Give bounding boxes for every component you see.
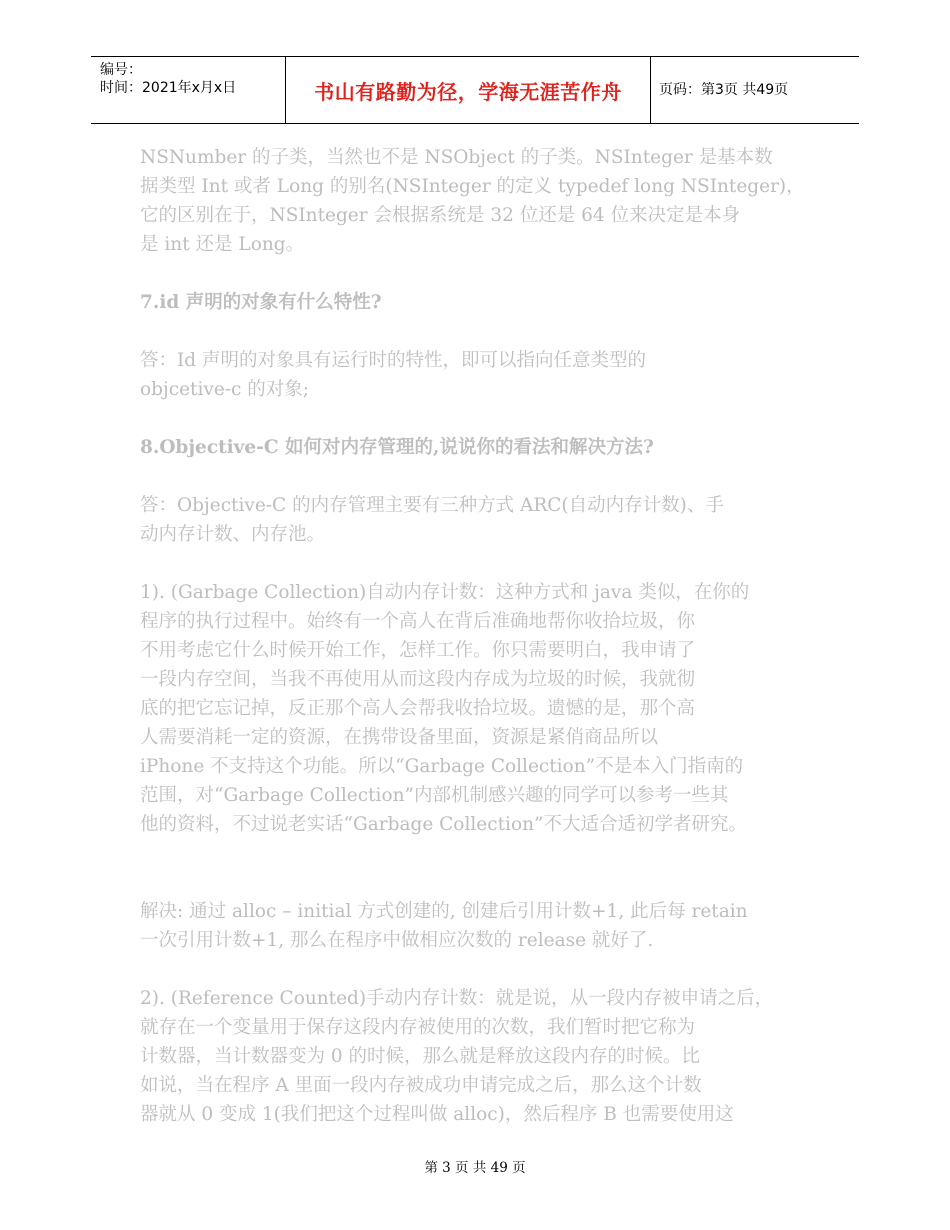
header-right-cell	[651, 57, 859, 123]
text-line: 器就从 0 变成 1(我们把这个过程叫做 alloc)，然后程序 B 也需要使用这	[140, 1104, 734, 1125]
paragraph-nsinteger	[140, 143, 830, 259]
text-line: 解决: 通过 alloc – initial 方式创建的, 创建后引用计数+1, 此后每 retain	[140, 901, 748, 922]
text-line: 一次引用计数+1, 那么在程序中做相应次数的 release 就好了.	[140, 930, 654, 951]
text-line: 他的资料，不过说老实话“Garbage Collection”不大适合适初学者研究。	[140, 814, 747, 835]
answer-7	[140, 346, 830, 404]
text-line: NSNumber 的子类，当然也不是 NSObject 的子类。NSInteger 是基本数	[140, 147, 773, 168]
text-line: 2). (Reference Counted)手动内存计数：就是说，从一段内存被申请之后，	[140, 988, 774, 1009]
page-footer: 第 3 页 共 49 页	[424, 1160, 526, 1176]
text-line: 答：Id 声明的对象具有运行时的特性，即可以指向任意类型的	[140, 350, 647, 371]
number-label: 编号：	[100, 62, 142, 78]
motto: 书山有路勤为径，学海无涯苦作舟	[314, 79, 622, 104]
page-header	[91, 56, 859, 124]
text-line: iPhone 不支持这个功能。所以“Garbage Collection”不是本入门指南的	[140, 756, 744, 777]
question-7-heading: 7.id 声明的对象有什么特性?	[140, 292, 382, 313]
document-body	[140, 143, 830, 1129]
question-8-heading: 8.Objective-C 如何对内存管理的,说说你的看法和解决方法?	[140, 437, 654, 458]
text-line: 不用考虑它什么时候开始工作，怎样工作。你只需要明白，我申请了	[140, 640, 696, 661]
header-left-cell	[91, 57, 286, 123]
answer-8	[140, 491, 830, 549]
text-line: 程序的执行过程中。始终有一个高人在背后准确地帮你收拾垃圾，你	[140, 611, 696, 632]
text-line: 动内存计数、内存池。	[140, 524, 326, 545]
text-line: objcetive-c 的对象;	[140, 379, 310, 400]
text-line: 答：Objective-C 的内存管理主要有三种方式 ARC(自动内存计数)、手	[140, 495, 724, 516]
text-line: 就存在一个变量用于保存这段内存被使用的次数，我们暂时把它称为	[140, 1017, 696, 1038]
text-line: 是 int 还是 Long。	[140, 234, 305, 255]
time-label: 时间：2021年x月x日	[100, 80, 237, 96]
text-line: 如说，当在程序 A 里面一段内存被成功申请完成之后，那么这个计数	[140, 1075, 702, 1096]
page-info: 页码：第3页 共49页	[659, 82, 789, 98]
text-line: 一段内存空间，当我不再使用从而这段内存成为垃圾的时候，我就彻	[140, 669, 696, 690]
text-line: 范围，对“Garbage Collection”内部机制感兴趣的同学可以参考一些其	[140, 785, 729, 806]
text-line: 它的区别在于，NSInteger 会根据系统是 32 位还是 64 位来决定是本身	[140, 205, 741, 226]
text-line: 计数器，当计数器变为 0 的时候，那么就是释放这段内存的时候。比	[140, 1046, 701, 1067]
paragraph-reference-counted	[140, 984, 830, 1129]
text-line: 人需要消耗一定的资源，在携带设备里面，资源是紧俏商品所以	[140, 727, 659, 748]
paragraph-garbage-collection	[140, 578, 830, 839]
text-line: 底的把它忘记掉，反正那个高人会帮我收拾垃圾。遗憾的是，那个高	[140, 698, 696, 719]
text-line: 1). (Garbage Collection)自动内存计数：这种方式和 java 类似，在你的	[140, 582, 750, 603]
text-line: 据类型 Int 或者 Long 的别名(NSInteger 的定义 typedef long NSInteger)，	[140, 176, 805, 197]
paragraph-solution	[140, 897, 830, 955]
header-mid-cell	[286, 57, 651, 123]
